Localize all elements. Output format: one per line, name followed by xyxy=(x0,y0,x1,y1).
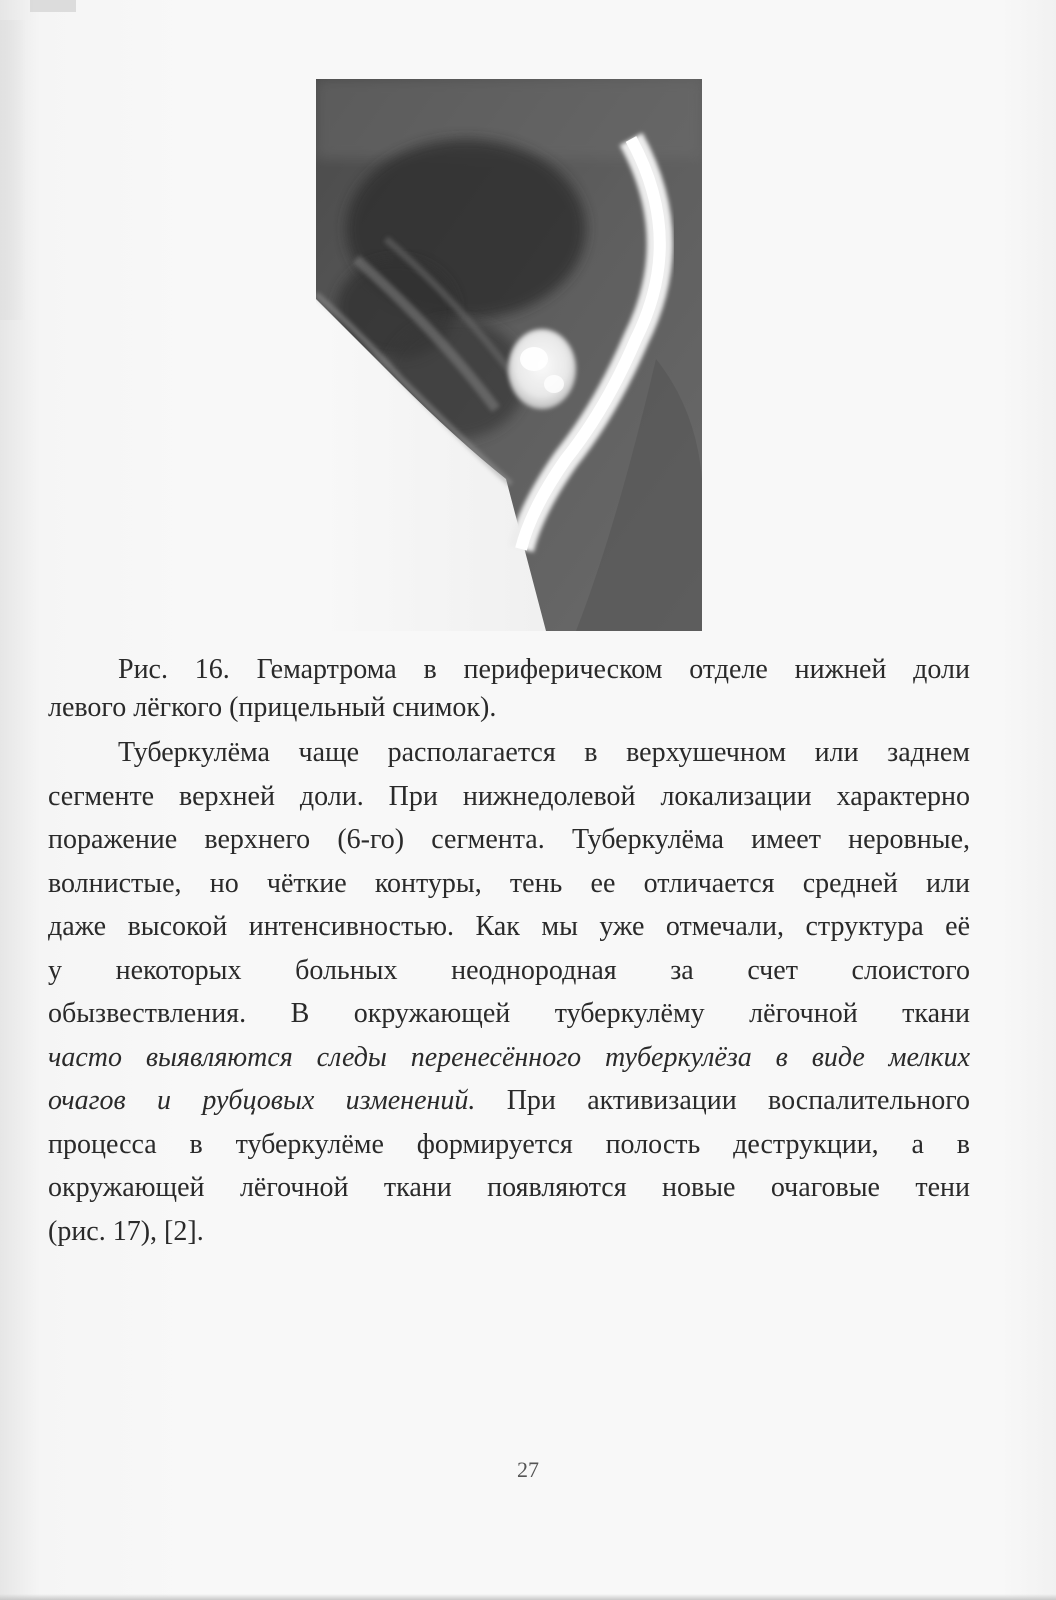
paragraph-line: процесса в туберкулёме формируется полость деструкции, а в xyxy=(48,1128,970,1160)
scan-artifact xyxy=(30,0,76,12)
paragraph-line: окружающей лёгочной ткани появляются новые очаговые тени xyxy=(48,1172,970,1203)
xray-figure xyxy=(316,79,702,631)
caption-line: левого лёгкого (прицельный снимок). xyxy=(48,692,497,723)
paragraph-line: Туберкулёма чаще располагается в верхушечном или заднем xyxy=(118,737,970,768)
body-paragraph xyxy=(48,731,970,1253)
xray-image xyxy=(316,79,702,631)
scan-shadow xyxy=(0,20,26,320)
paragraph-line: (рис. 17), [2]. xyxy=(48,1215,204,1247)
paragraph-line: даже высокой интенсивностью. Как мы уже отмечали, структура её xyxy=(48,911,970,942)
page-number: 27 xyxy=(517,1457,539,1482)
paragraph-line-italic: часто выявляются следы перенесённого туберкулёза в виде мелких xyxy=(48,1041,970,1073)
paragraph-line: у некоторых больных неоднородная за счет слоистого xyxy=(48,954,970,986)
scan-bottom-edge xyxy=(0,1594,1056,1600)
paragraph-line: сегменте верхней доли. При нижнедолевой локализации характерно xyxy=(48,780,970,812)
paragraph-line: поражение верхнего (6-го) сегмента. Туберкулёма имеет неровные, xyxy=(48,824,970,855)
paragraph-line-mixed xyxy=(48,1079,970,1123)
paragraph-line: обызвествления. В окружающей туберкулёму лёгочной ткани xyxy=(48,998,970,1029)
italic-fragment: очагов и рубцовых изменений. xyxy=(48,1085,476,1116)
paragraph-line: волнистые, но чёткие контуры, тень ее отличается средней или xyxy=(48,867,970,899)
figure-caption xyxy=(48,651,970,727)
caption-line: Рис. 16. Гемартрома в периферическом отделе нижней доли xyxy=(118,654,970,685)
regular-fragment: При активизации воспалительного xyxy=(475,1085,970,1116)
